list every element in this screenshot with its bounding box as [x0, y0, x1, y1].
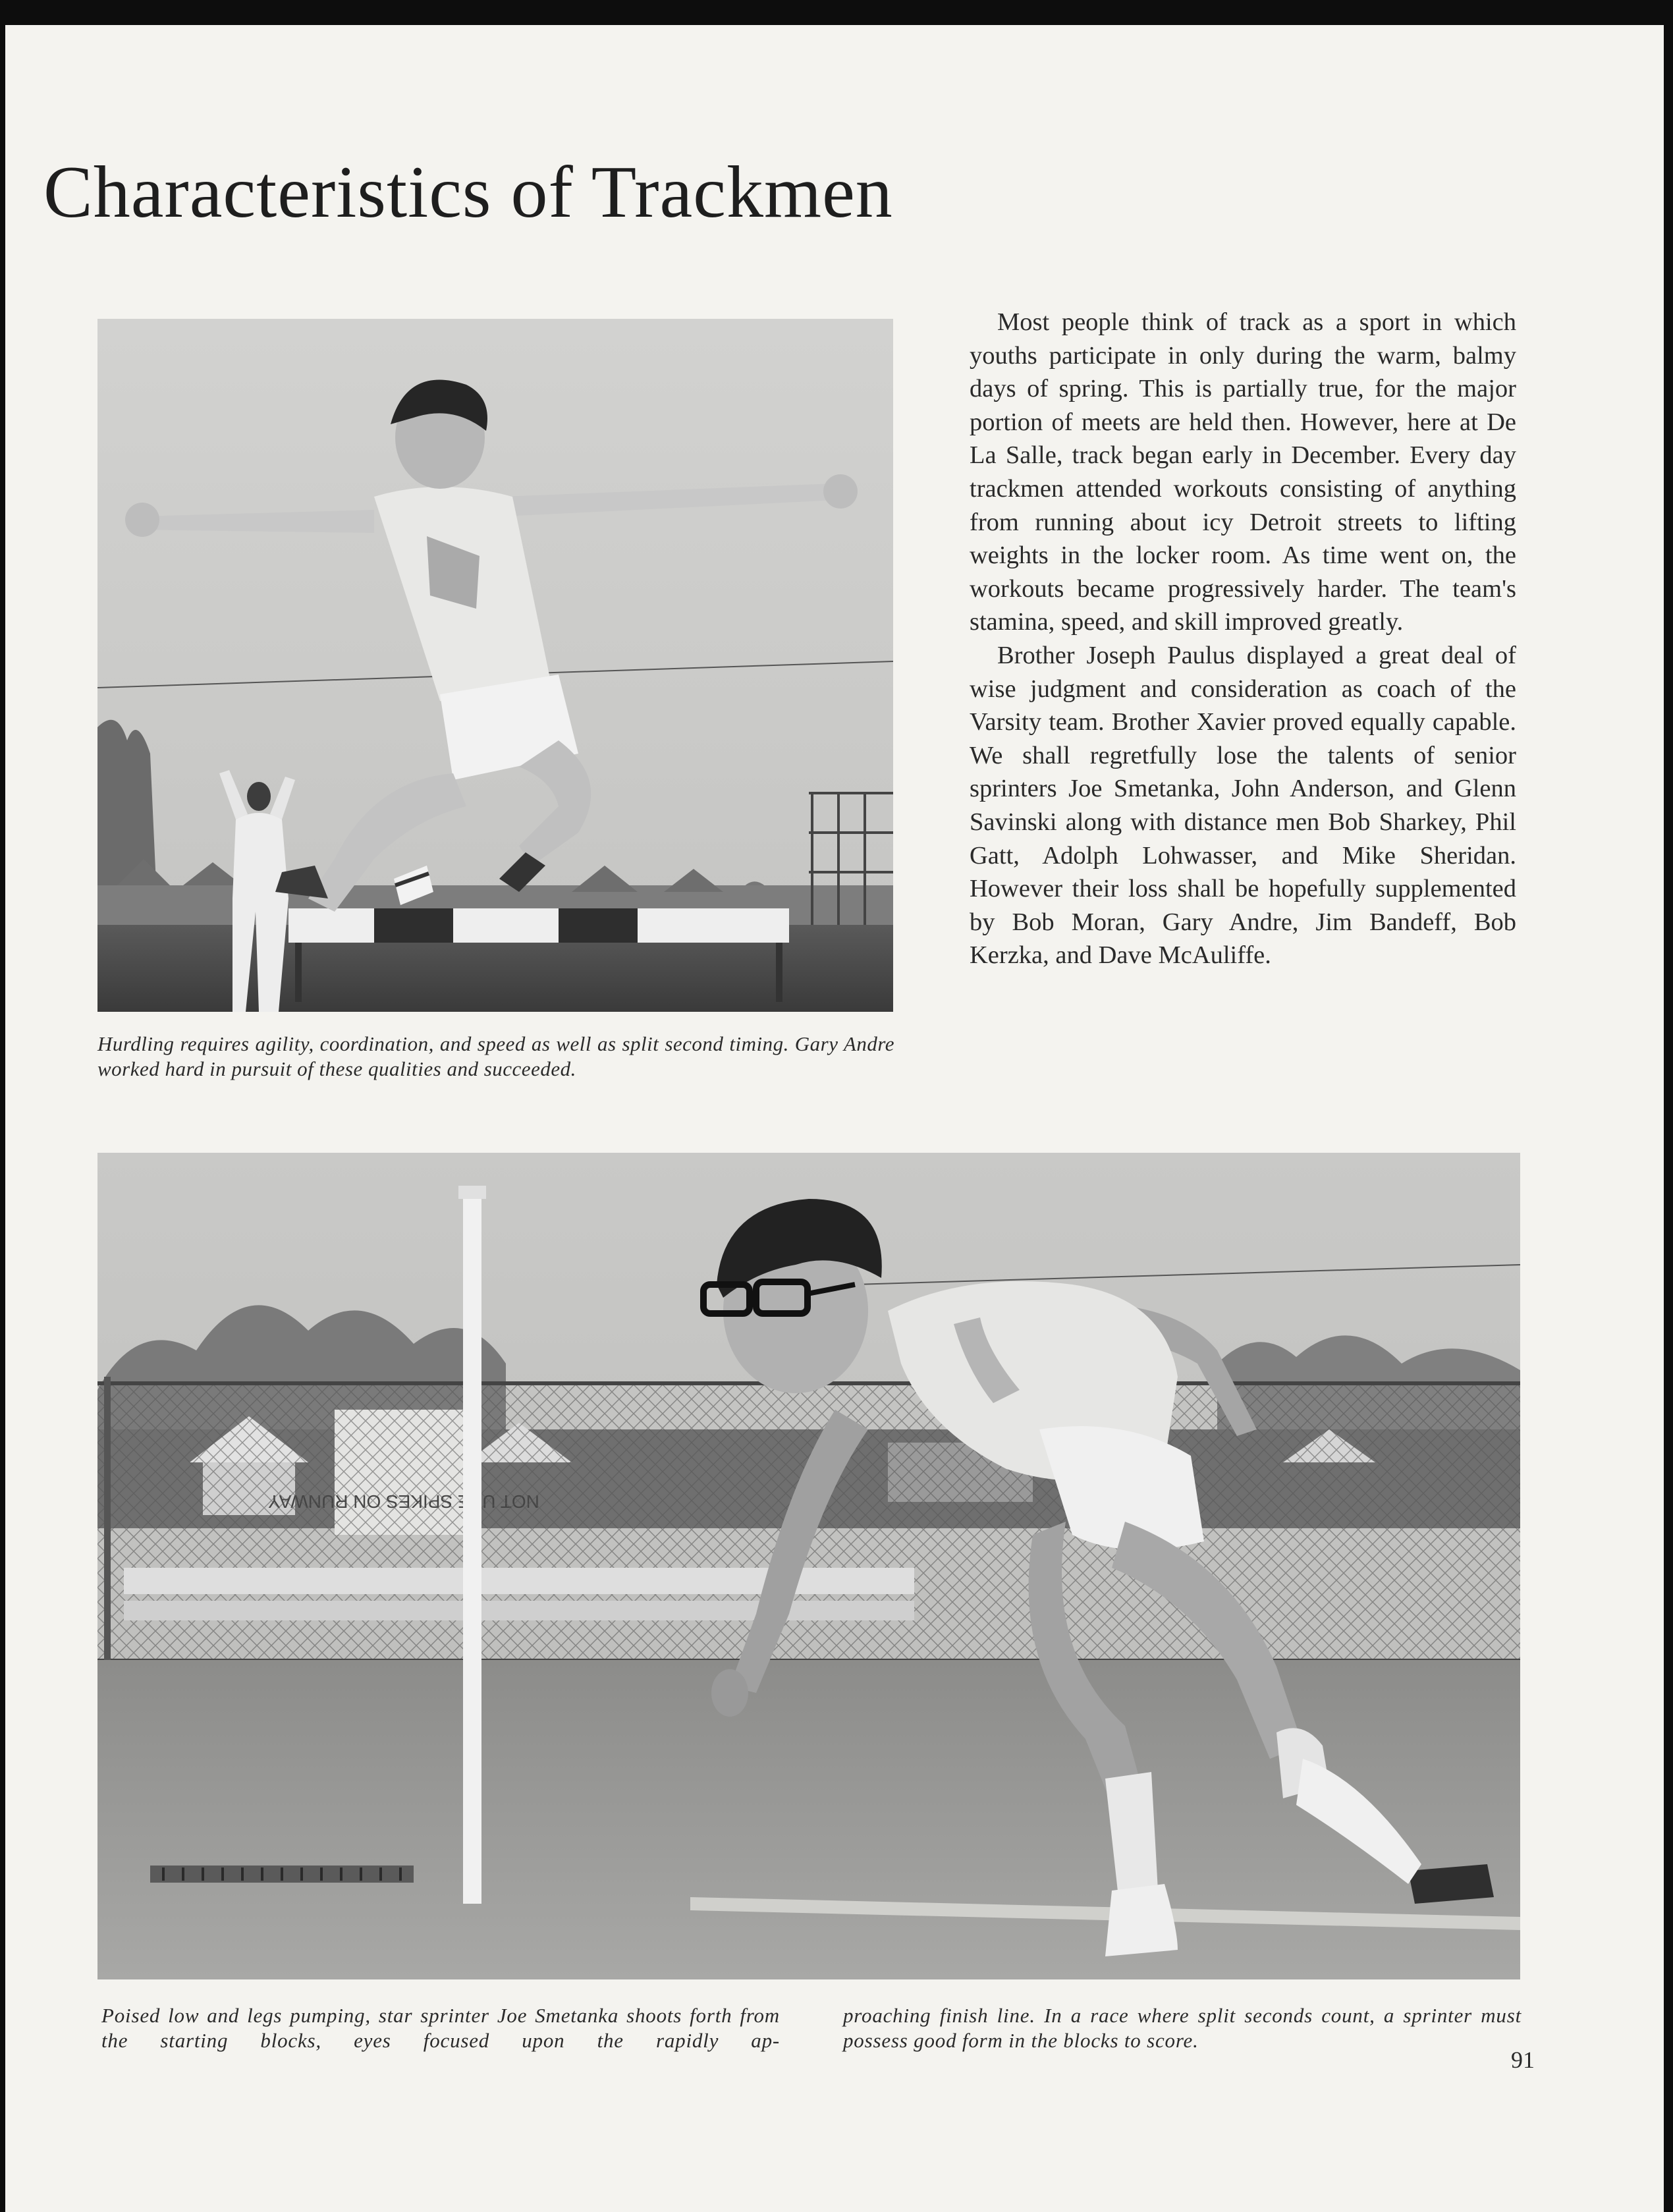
sprinter-photo [97, 1153, 1520, 1979]
hurdler-photo-image [97, 319, 893, 1012]
page-title: Characteristics of Trackmen [43, 152, 893, 233]
article-paragraph: Most people think of track as a sport in which youths participate in only during the warm, balmy days of spring. This is partially true, for the major portion of meets are held then. However, here at De La Salle, track began early in December. Every day trackmen attended workouts consisting of anything from running about icy Detroit streets to lifting weights in the locker room. As time went on, the workouts became progressively harder. The team's stamina, speed, and skill improved greatly. [970, 308, 1516, 636]
hurdler-photo-caption: Hurdling requires agility, coordination, and speed as well as split second timing. Gary Andre worked hard in pursuit of these qualities and succeeded. [97, 1032, 894, 1080]
sprinter-photo-image [97, 1153, 1520, 1979]
page-number: 91 [1511, 2047, 1535, 2073]
sprinter-photo-caption-left: Poised low and legs pumping, star sprinter Joe Smetanka shoots forth from the starting blocks, eyes focused upon the rapidly ap- [101, 2004, 780, 2052]
sprinter-photo-caption-right: proaching finish line. In a race where split seconds count, a sprinter must possess good form in the blocks to score. [843, 2004, 1522, 2052]
article-paragraph: Brother Joseph Paulus displayed a great deal of wise judgment and consideration as coach of the Varsity team. Brother Xavier proved equally capable. We shall regretfully lose the talents of senior sprinters Joe Smetanka, John Anderson, and Glenn Savinski along with distance men Bob Sharkey, Phil Gatt, Adolph Lohwasser, and Mike Sheridan. However their loss shall be hopefully supplemented by Bob Moran, Gary Andre, Jim Bandeff, Bob Kerzka, and Dave McAuliffe. [970, 641, 1516, 970]
hurdler-photo [97, 319, 893, 1012]
article-text [970, 306, 1516, 972]
